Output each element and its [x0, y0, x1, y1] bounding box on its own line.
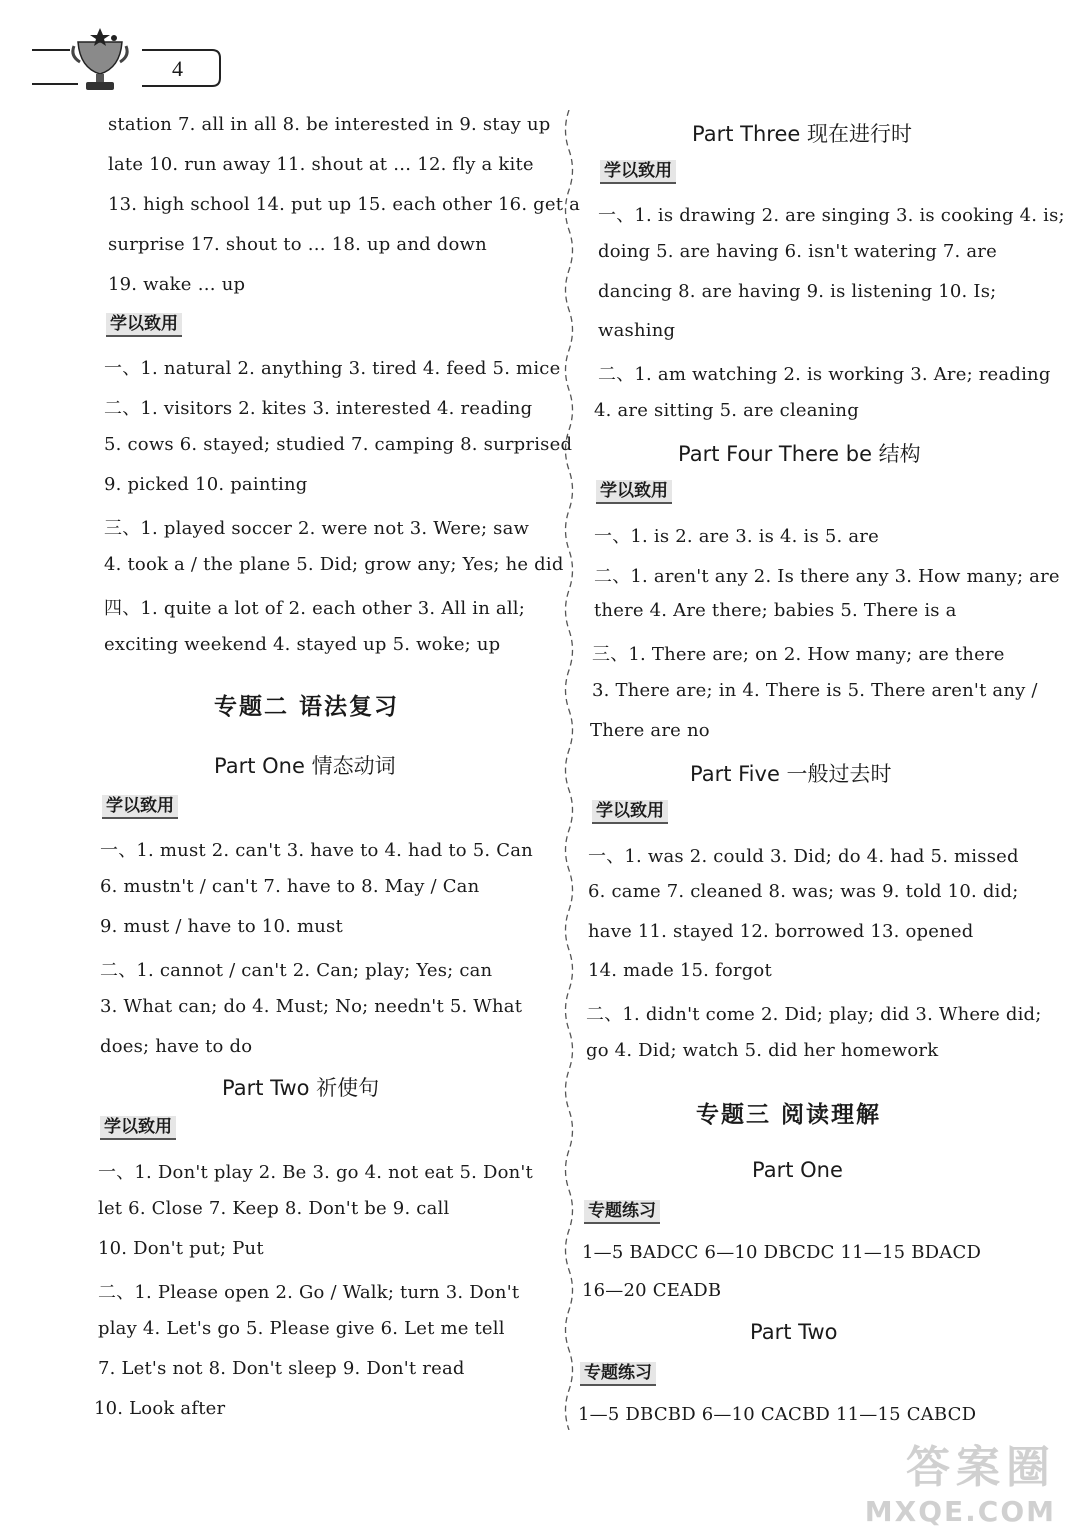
- part-heading: Part Two: [750, 1320, 838, 1344]
- answer-line: 二、1. visitors 2. kites 3. interested 4. reading: [104, 398, 533, 419]
- answer-line: 一、1. natural 2. anything 3. tired 4. feed 5. mice: [104, 358, 561, 379]
- answer-line: 3. There are; in 4. There is 5. There aren't any /: [592, 680, 1038, 701]
- answer-line: 19. wake … up: [108, 274, 246, 295]
- trophy-icon: [30, 28, 230, 98]
- answer-line: 3. What can; do 4. Must; No; needn't 5. What: [100, 996, 523, 1017]
- answer-line: 四、1. quite a lot of 2. each other 3. All in all;: [104, 598, 526, 619]
- answer-line: 5. cows 6. stayed; studied 7. camping 8. surprised: [104, 434, 573, 455]
- answer-line: 9. picked 10. painting: [104, 474, 308, 495]
- answer-line: 一、1. is drawing 2. are singing 3. is cooking 4. is;: [598, 205, 1065, 226]
- answer-line: 4. are sitting 5. are cleaning: [594, 400, 859, 421]
- page-header: [30, 28, 230, 98]
- answer-line: go 4. Did; watch 5. did her homework: [586, 1040, 939, 1061]
- answer-line: 10. Look after: [94, 1398, 226, 1419]
- watermark: [865, 1431, 1056, 1528]
- page-number: 4: [172, 56, 183, 81]
- answer-line: 一、1. was 2. could 3. Did; do 4. had 5. missed: [588, 846, 1019, 867]
- topic-heading: 专题三 阅读理解: [696, 1102, 882, 1128]
- answer-line: 6. mustn't / can't 7. have to 8. May / Can: [100, 876, 480, 897]
- section-label: 专题练习: [580, 1362, 656, 1386]
- answer-line: play 4. Let's go 5. Please give 6. Let me tell: [98, 1318, 505, 1339]
- section-label: 学以致用: [592, 800, 668, 824]
- answer-line: 一、1. is 2. are 3. is 4. is 5. are: [594, 526, 879, 547]
- section-label: 学以致用: [100, 1116, 176, 1140]
- part-heading: Part One: [752, 1158, 843, 1182]
- part-heading: Part Three 现在进行时: [692, 122, 912, 146]
- answer-line: 一、1. must 2. can't 3. have to 4. had to 5. Can: [100, 840, 533, 861]
- answer-line: 三、1. played soccer 2. were not 3. Were; saw: [104, 518, 530, 539]
- section-label: 学以致用: [596, 480, 672, 504]
- answer-line: exciting weekend 4. stayed up 5. woke; up: [104, 634, 501, 655]
- answer-line: 6. came 7. cleaned 8. was; was 9. told 10. did;: [588, 881, 1019, 902]
- answer-line: 二、1. Please open 2. Go / Walk; turn 3. Don't: [98, 1282, 520, 1303]
- answer-line: washing: [598, 320, 676, 341]
- answer-line: doing 5. are having 6. isn't watering 7. are: [598, 241, 997, 262]
- answer-line: 二、1. am watching 2. is working 3. Are; reading: [598, 364, 1051, 385]
- section-label: 专题练习: [584, 1200, 660, 1224]
- answer-line: 13. high school 14. put up 15. each other 16. get a: [108, 194, 581, 215]
- answer-line: 三、1. There are; on 2. How many; are there: [592, 644, 1005, 665]
- answer-line: let 6. Close 7. Keep 8. Don't be 9. call: [98, 1198, 450, 1219]
- answer-line: There are no: [590, 720, 710, 741]
- part-heading: Part Two 祈使句: [222, 1076, 380, 1100]
- section-label: 学以致用: [106, 313, 182, 337]
- answer-line: 二、1. cannot / can't 2. Can; play; Yes; can: [100, 960, 493, 981]
- section-label: 学以致用: [102, 795, 178, 819]
- answer-line: have 11. stayed 12. borrowed 13. opened: [588, 921, 974, 942]
- answer-line: station 7. all in all 8. be interested in 9. stay up: [108, 114, 551, 135]
- answer-line: surprise 17. shout to … 18. up and down: [108, 234, 487, 255]
- answer-line: 1—5 DBCBD 6—10 CACBD 11—15 CABCD: [578, 1404, 977, 1425]
- answer-line: 14. made 15. forgot: [588, 960, 772, 981]
- answer-line: 二、1. didn't come 2. Did; play; did 3. Where did;: [586, 1004, 1042, 1025]
- answer-line: dancing 8. are having 9. is listening 10. Is;: [598, 281, 997, 302]
- answer-line: 9. must / have to 10. must: [100, 916, 343, 937]
- part-heading: Part One 情态动词: [214, 754, 396, 778]
- answer-line: 4. took a / the plane 5. Did; grow any; Yes; he did: [104, 554, 564, 575]
- answer-line: there 4. Are there; babies 5. There is a: [594, 600, 957, 621]
- answer-line: late 10. run away 11. shout at … 12. fly a kite: [108, 154, 534, 175]
- part-heading: Part Four There be 结构: [678, 442, 921, 466]
- watermark-url: MXQE.COM: [864, 1495, 1056, 1528]
- answer-line: 1—5 BADCC 6—10 DBCDC 11—15 BDACD: [582, 1242, 982, 1263]
- column-divider: [560, 110, 578, 1430]
- answer-line: 10. Don't put; Put: [98, 1238, 264, 1259]
- answer-line: 7. Let's not 8. Don't sleep 9. Don't read: [98, 1358, 465, 1379]
- answer-line: 16—20 CEADB: [582, 1280, 722, 1301]
- topic-heading: 专题二 语法复习: [214, 694, 400, 720]
- part-heading: Part Five 一般过去时: [690, 762, 892, 786]
- section-label: 学以致用: [600, 160, 676, 184]
- answer-line: does; have to do: [100, 1036, 253, 1057]
- answer-line: 二、1. aren't any 2. Is there any 3. How many; are: [594, 566, 1060, 587]
- watermark-text: 答案圈: [906, 1442, 1056, 1493]
- answer-line: 一、1. Don't play 2. Be 3. go 4. not eat 5. Don't: [98, 1162, 533, 1183]
